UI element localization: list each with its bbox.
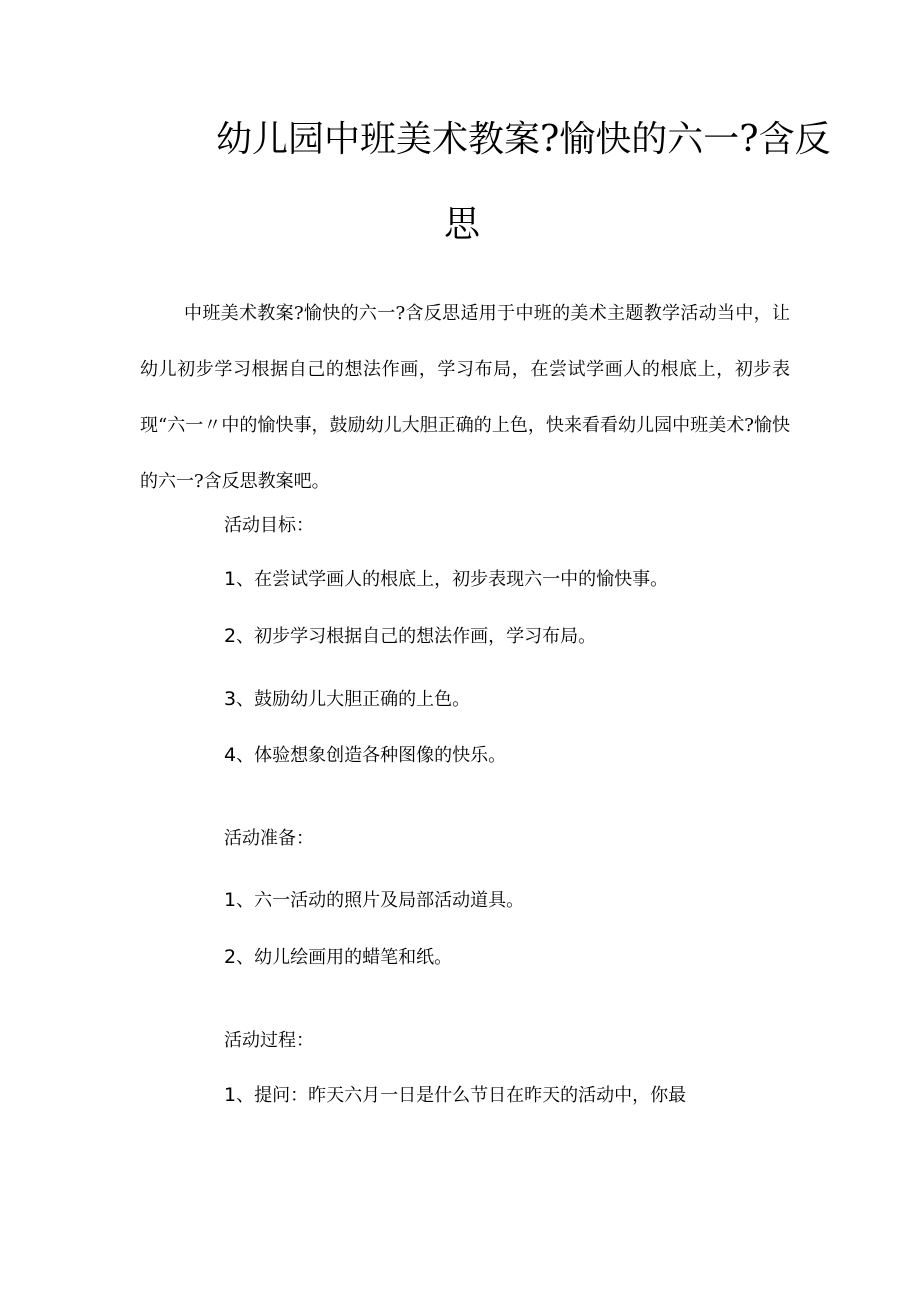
process-item: [224, 1081, 686, 1110]
goal-number: 1: [224, 568, 237, 590]
prep-text: 、六一活动的照片及局部活动道具。: [236, 890, 525, 911]
goal-number: 2: [224, 625, 237, 647]
prep-item: [224, 943, 452, 972]
process-text: 、提问：昨天六月一日是什么节日在昨天的活动中，你最: [236, 1085, 687, 1106]
prep-text: 、幼儿绘画用的蜡笔和纸。: [236, 947, 453, 968]
goal-item: [224, 741, 506, 770]
process-number: 1: [224, 1084, 237, 1106]
goal-text: 、初步学习根据自己的想法作画，学习布局。: [236, 626, 597, 647]
process-heading: 活动过程：: [224, 1030, 314, 1051]
prep-heading: 活动准备：: [224, 828, 314, 849]
goal-text: 、鼓励幼儿大胆正确的上色。: [236, 689, 471, 710]
goal-item: [224, 565, 668, 594]
goals-heading: 活动目标：: [224, 515, 314, 536]
goal-text: 、体验想象创造各种图像的快乐。: [236, 745, 507, 766]
goal-number: 3: [224, 688, 237, 710]
goal-item: [224, 685, 470, 714]
goal-item: [224, 622, 596, 651]
document-title: 幼儿园中班美术教案?愉快的六一?含反: [216, 119, 831, 160]
intro-paragraph: 中班美术教案?愉快的六一?含反思适用于中班的美术主题教学活动当中，让幼儿初步学习根据自己的想法作画，学习布局，在尝试学画人的根底上，初步表现“六一〃中的愉快事，鼓励幼儿大胆正确的上色，快来看看幼儿园中班美术?愉快的六一?含反思教案吧。: [140, 303, 790, 492]
goal-number: 4: [224, 744, 237, 766]
prep-number: 1: [224, 889, 237, 911]
prep-item: [224, 886, 524, 915]
prep-number: 2: [224, 946, 237, 968]
document-title-continued: 思: [444, 204, 481, 245]
goal-text: 、在尝试学画人的根底上，初步表现六一中的愉快事。: [236, 569, 669, 590]
